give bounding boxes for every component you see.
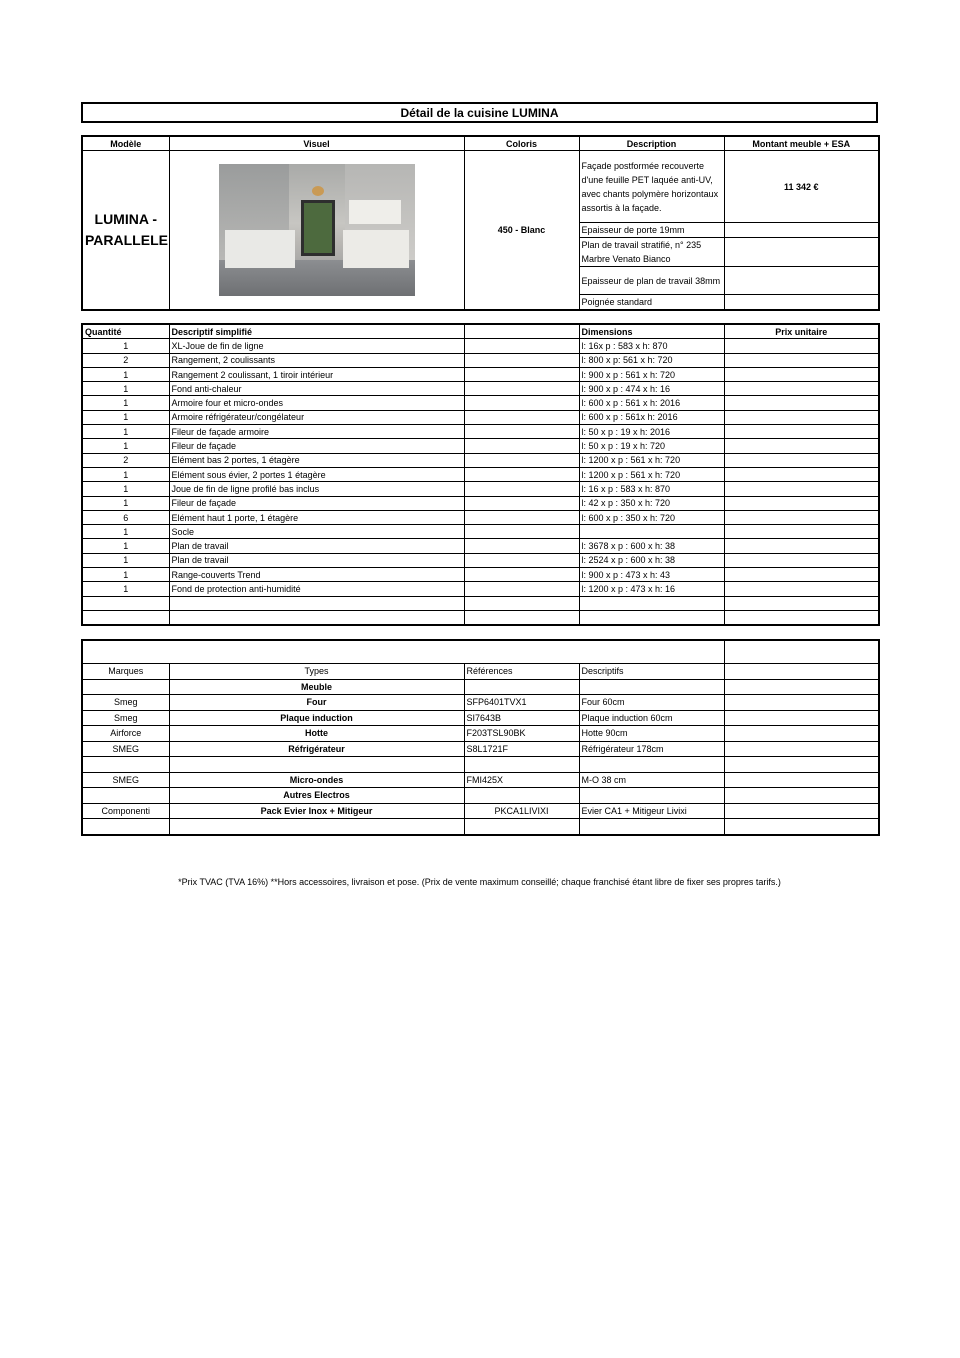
item-row	[82, 439, 879, 453]
item-quantity	[82, 596, 169, 610]
item-dimensions: l: 600 x p : 561 x h: 2016	[579, 396, 724, 410]
item-description: Elément sous évier, 2 portes 1 étagère	[169, 467, 464, 481]
item-blank	[464, 453, 579, 467]
item-quantity: 1	[82, 439, 169, 453]
item-dimensions: l: 3678 x p : 600 x h: 38	[579, 539, 724, 553]
header-coloris: Coloris	[464, 136, 579, 151]
item-quantity: 1	[82, 582, 169, 596]
brand-name	[82, 757, 169, 773]
header-description: Description	[579, 136, 724, 151]
item-description: Plan de travail	[169, 539, 464, 553]
brand-row	[82, 788, 879, 804]
item-dimensions	[579, 596, 724, 610]
item-unit-price	[724, 525, 879, 539]
item-description: Plan de travail	[169, 553, 464, 567]
brand-price	[724, 710, 879, 726]
item-dimensions	[579, 610, 724, 625]
brand-price	[724, 741, 879, 757]
header-quantite: Quantité	[82, 324, 169, 339]
item-unit-price	[724, 339, 879, 353]
brand-price	[724, 726, 879, 742]
model-name: LUMINA - PARALLELE	[82, 151, 169, 311]
brands-table	[81, 639, 880, 836]
description-line: Poignée standard	[579, 295, 724, 311]
montant-value: 11 342 €	[724, 151, 879, 223]
item-description: Fileur de façade armoire	[169, 425, 464, 439]
brand-descriptif: Plaque induction 60cm	[579, 710, 724, 726]
brand-descriptif	[579, 757, 724, 773]
item-blank	[464, 482, 579, 496]
item-dimensions	[579, 525, 724, 539]
item-row	[82, 496, 879, 510]
item-row	[82, 553, 879, 567]
item-row	[82, 539, 879, 553]
item-blank	[464, 425, 579, 439]
item-dimensions: l: 600 x p : 350 x h: 720	[579, 510, 724, 524]
item-quantity: 1	[82, 425, 169, 439]
header-montant: Montant meuble + ESA	[724, 136, 879, 151]
brand-name: SMEG	[82, 772, 169, 788]
brand-descriptif	[579, 819, 724, 835]
brands-header-empty	[724, 664, 879, 680]
item-quantity: 1	[82, 482, 169, 496]
item-unit-price	[724, 568, 879, 582]
item-dimensions: l: 42 x p : 350 x h: 720	[579, 496, 724, 510]
brand-reference: SI7643B	[464, 710, 579, 726]
item-dimensions: l: 800 x p: 561 x h: 720	[579, 353, 724, 367]
brand-descriptif	[579, 679, 724, 695]
item-blank	[464, 382, 579, 396]
item-row	[82, 510, 879, 524]
item-blank	[464, 496, 579, 510]
item-row	[82, 367, 879, 381]
montant-empty	[724, 223, 879, 238]
item-description	[169, 596, 464, 610]
item-dimensions: l: 16x p : 583 x h: 870	[579, 339, 724, 353]
brand-row	[82, 710, 879, 726]
item-unit-price	[724, 439, 879, 453]
brand-type: Réfrigérateur	[169, 741, 464, 757]
item-row	[82, 410, 879, 424]
item-dimensions: l: 1200 x p : 561 x h: 720	[579, 453, 724, 467]
item-dimensions: l: 900 x p : 561 x h: 720	[579, 367, 724, 381]
item-description: Fond anti-chaleur	[169, 382, 464, 396]
brand-descriptif	[579, 788, 724, 804]
brand-row	[82, 741, 879, 757]
header-marques: Marques	[82, 664, 169, 680]
brand-descriptif: Réfrigérateur 178cm	[579, 741, 724, 757]
item-unit-price	[724, 396, 879, 410]
item-row	[82, 396, 879, 410]
description-line: Epaisseur de plan de travail 38mm	[579, 267, 724, 295]
brand-descriptif: Four 60cm	[579, 695, 724, 711]
page-title: Détail de la cuisine LUMINA	[82, 103, 877, 122]
item-quantity: 2	[82, 353, 169, 367]
brand-name: Componenti	[82, 803, 169, 819]
item-dimensions: l: 50 x p : 19 x h: 720	[579, 439, 724, 453]
item-description: Elément haut 1 porte, 1 étagère	[169, 510, 464, 524]
brand-reference: F203TSL90BK	[464, 726, 579, 742]
item-description: Rangement, 2 coulissants	[169, 353, 464, 367]
brand-type: Meuble	[169, 679, 464, 695]
item-blank	[464, 525, 579, 539]
item-dimensions: l: 50 x p : 19 x h: 2016	[579, 425, 724, 439]
item-quantity: 1	[82, 496, 169, 510]
item-unit-price	[724, 382, 879, 396]
item-row	[82, 353, 879, 367]
brand-reference: S8L1721F	[464, 741, 579, 757]
brand-price	[724, 788, 879, 804]
header-dimensions: Dimensions	[579, 324, 724, 339]
item-blank	[464, 339, 579, 353]
item-unit-price	[724, 467, 879, 481]
header-prix-unitaire: Prix unitaire	[724, 324, 879, 339]
brand-price	[724, 757, 879, 773]
brand-row	[82, 772, 879, 788]
item-blank	[464, 610, 579, 625]
brand-row	[82, 819, 879, 835]
item-row	[82, 525, 879, 539]
item-dimensions: l: 1200 x p : 473 x h: 16	[579, 582, 724, 596]
header-visuel: Visuel	[169, 136, 464, 151]
brand-row	[82, 803, 879, 819]
brand-row	[82, 695, 879, 711]
item-description: Elément bas 2 portes, 1 étagère	[169, 453, 464, 467]
item-row	[82, 467, 879, 481]
brand-name: Smeg	[82, 710, 169, 726]
item-dimensions: l: 900 x p : 473 x h: 43	[579, 568, 724, 582]
brand-name	[82, 819, 169, 835]
item-unit-price	[724, 353, 879, 367]
header-modele: Modèle	[82, 136, 169, 151]
brand-name: Airforce	[82, 726, 169, 742]
brand-reference: FMI425X	[464, 772, 579, 788]
item-dimensions: l: 600 x p : 561x h: 2016	[579, 410, 724, 424]
item-unit-price	[724, 510, 879, 524]
brand-reference	[464, 679, 579, 695]
item-row	[82, 582, 879, 596]
item-description: Socle	[169, 525, 464, 539]
item-unit-price	[724, 367, 879, 381]
kitchen-photo-image	[219, 164, 415, 296]
kitchen-visual	[169, 151, 464, 311]
brand-type: Four	[169, 695, 464, 711]
item-blank	[464, 353, 579, 367]
item-blank	[464, 596, 579, 610]
brand-descriptif: Hotte 90cm	[579, 726, 724, 742]
item-quantity: 6	[82, 510, 169, 524]
item-blank	[464, 510, 579, 524]
item-row	[82, 568, 879, 582]
item-description: Armoire four et micro-ondes	[169, 396, 464, 410]
item-description: Fileur de façade	[169, 496, 464, 510]
item-quantity: 1	[82, 396, 169, 410]
item-description: Fileur de façade	[169, 439, 464, 453]
brand-price	[724, 679, 879, 695]
item-row	[82, 453, 879, 467]
item-quantity: 1	[82, 467, 169, 481]
brand-reference	[464, 788, 579, 804]
item-quantity: 1	[82, 339, 169, 353]
brand-name: SMEG	[82, 741, 169, 757]
item-row	[82, 610, 879, 625]
item-unit-price	[724, 610, 879, 625]
item-blank	[464, 553, 579, 567]
item-description	[169, 610, 464, 625]
item-quantity: 1	[82, 539, 169, 553]
brand-reference	[464, 819, 579, 835]
title-table	[81, 102, 878, 123]
header-descriptif: Descriptif simplifié	[169, 324, 464, 339]
brand-type: Autres Electros	[169, 788, 464, 804]
coloris-value: 450 - Blanc	[464, 151, 579, 311]
items-table	[81, 323, 880, 626]
brands-blank-cell	[82, 640, 724, 664]
item-quantity: 1	[82, 367, 169, 381]
brand-reference: SFP6401TVX1	[464, 695, 579, 711]
description-line: Façade postformée recouverte d'une feuille PET laquée anti-UV, avec chants polymère horizontaux assortis à la façade.	[579, 151, 724, 223]
montant-empty	[724, 295, 879, 311]
item-dimensions: l: 16 x p : 583 x h: 870	[579, 482, 724, 496]
header-blank	[464, 324, 579, 339]
brand-price	[724, 803, 879, 819]
item-blank	[464, 568, 579, 582]
brand-price	[724, 819, 879, 835]
item-row	[82, 482, 879, 496]
brand-reference	[464, 757, 579, 773]
item-dimensions: l: 900 x p : 474 x h: 16	[579, 382, 724, 396]
item-quantity: 1	[82, 382, 169, 396]
item-quantity: 1	[82, 525, 169, 539]
item-unit-price	[724, 582, 879, 596]
brand-type: Micro-ondes	[169, 772, 464, 788]
item-unit-price	[724, 496, 879, 510]
item-blank	[464, 410, 579, 424]
item-unit-price	[724, 539, 879, 553]
header-references: Références	[464, 664, 579, 680]
brand-descriptif: Evier CA1 + Mitigeur Livixi	[579, 803, 724, 819]
brand-price	[724, 695, 879, 711]
montant-empty	[724, 267, 879, 295]
description-line: Epaisseur de porte 19mm	[579, 223, 724, 238]
item-unit-price	[724, 410, 879, 424]
item-blank	[464, 539, 579, 553]
item-description: Joue de fin de ligne profilé bas inclus	[169, 482, 464, 496]
item-row	[82, 339, 879, 353]
item-unit-price	[724, 482, 879, 496]
brand-type	[169, 757, 464, 773]
item-quantity: 1	[82, 553, 169, 567]
brand-row	[82, 726, 879, 742]
item-blank	[464, 582, 579, 596]
item-row	[82, 596, 879, 610]
item-row	[82, 382, 879, 396]
item-dimensions: l: 2524 x p : 600 x h: 38	[579, 553, 724, 567]
item-description: Rangement 2 coulissant, 1 tiroir intérieur	[169, 367, 464, 381]
brand-type: Pack Evier Inox + Mitigeur	[169, 803, 464, 819]
brand-name	[82, 788, 169, 804]
brand-row	[82, 679, 879, 695]
item-row	[82, 425, 879, 439]
brand-row	[82, 757, 879, 773]
brand-type: Hotte	[169, 726, 464, 742]
item-unit-price	[724, 596, 879, 610]
item-description: Range-couverts Trend	[169, 568, 464, 582]
item-blank	[464, 439, 579, 453]
item-blank	[464, 467, 579, 481]
brand-name	[82, 679, 169, 695]
brand-reference: PKCA1LIVIXI	[464, 803, 579, 819]
brand-descriptif: M-O 38 cm	[579, 772, 724, 788]
montant-empty	[724, 238, 879, 267]
item-quantity: 2	[82, 453, 169, 467]
brand-name: Smeg	[82, 695, 169, 711]
item-description: XL-Joue de fin de ligne	[169, 339, 464, 353]
item-unit-price	[724, 425, 879, 439]
brand-price	[724, 772, 879, 788]
header-descriptifs: Descriptifs	[579, 664, 724, 680]
item-dimensions: l: 1200 x p : 561 x h: 720	[579, 467, 724, 481]
item-description: Fond de protection anti-humidité	[169, 582, 464, 596]
header-types: Types	[169, 664, 464, 680]
item-unit-price	[724, 553, 879, 567]
brand-type	[169, 819, 464, 835]
model-table	[81, 135, 880, 311]
item-blank	[464, 396, 579, 410]
brands-blank-cell	[724, 640, 879, 664]
brand-type: Plaque induction	[169, 710, 464, 726]
item-quantity	[82, 610, 169, 625]
item-description: Armoire réfrigérateur/congélateur	[169, 410, 464, 424]
item-quantity: 1	[82, 410, 169, 424]
item-unit-price	[724, 453, 879, 467]
item-quantity: 1	[82, 568, 169, 582]
description-line: Plan de travail stratifié, n° 235 Marbre Venato Bianco	[579, 238, 724, 267]
footnote: *Prix TVAC (TVA 16%) **Hors accessoires, livraison et pose. (Prix de vente maximum conseillé; chaque franchisé étant libre de fixer ses propres tarifs.)	[178, 877, 781, 887]
item-blank	[464, 367, 579, 381]
